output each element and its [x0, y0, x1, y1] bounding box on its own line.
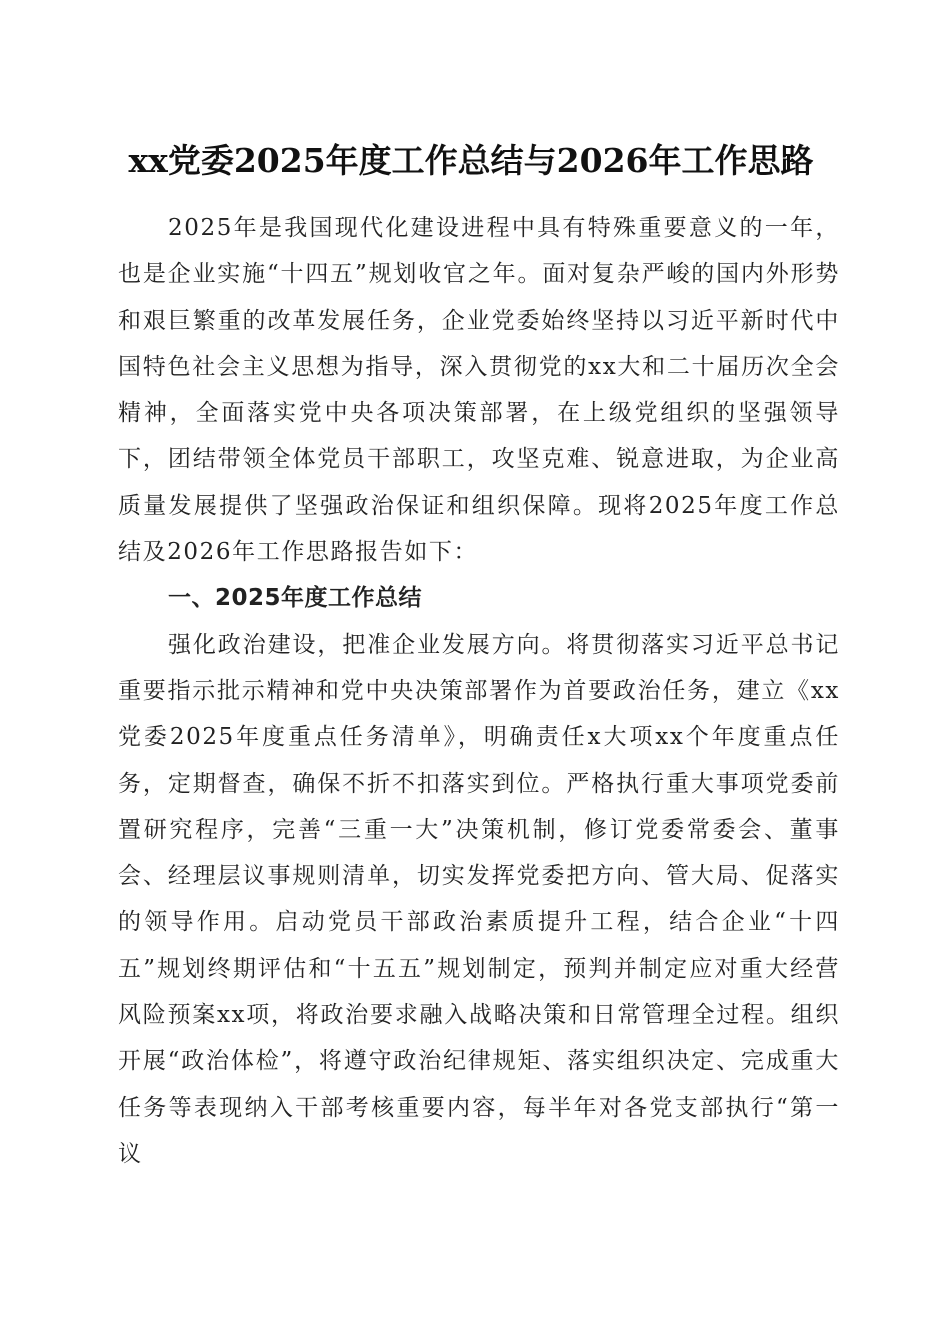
document-body [118, 205, 840, 1177]
intro-paragraph: 2025年是我国现代化建设进程中具有特殊重要意义的一年，也是企业实施“十四五”规划收官之年。面对复杂严峻的国内外形势和艰巨繁重的改革发展任务，企业党委始终坚持以习近平新时代中国特色社会主义思想为指导，深入贯彻党的xx大和二十届历次全会精神，全面落实党中央各项决策部署，在上级党组织的坚强领导下，团结带领全体党员干部职工，攻坚克难、锐意进取，为企业高质量发展提供了坚强政治保证和组织保障。现将2025年度工作总结及2026年工作思路报告如下： [118, 215, 840, 566]
document-title: xx党委2025年度工作总结与2026年工作思路 [128, 141, 814, 180]
section-heading: 一、2025年度工作总结 [168, 585, 423, 612]
body-paragraph: 强化政治建设，把准企业发展方向。将贯彻落实习近平总书记重要指示批示精神和党中央决策部署作为首要政治任务，建立《xx党委2025年度重点任务清单》，明确责任x大项xx个年度重点任务，定期督查，确保不折不扣落实到位。严格执行重大事项党委前置研究程序，完善“三重一大”决策机制，修订党委常委会、董事会、经理层议事规则清单，切实发挥党委把方向、管大局、促落实的领导作用。启动党员干部政治素质提升工程，结合企业“十四五”规划终期评估和“十五五”规划制定，预判并制定应对重大经营风险预案xx项，将政治要求融入战略决策和日常管理全过程。组织开展“政治体检”，将遵守政治纪律规矩、落实组织决定、完成重大任务等表现纳入干部考核重要内容，每半年对各党支部执行“第一议 [118, 631, 840, 1167]
